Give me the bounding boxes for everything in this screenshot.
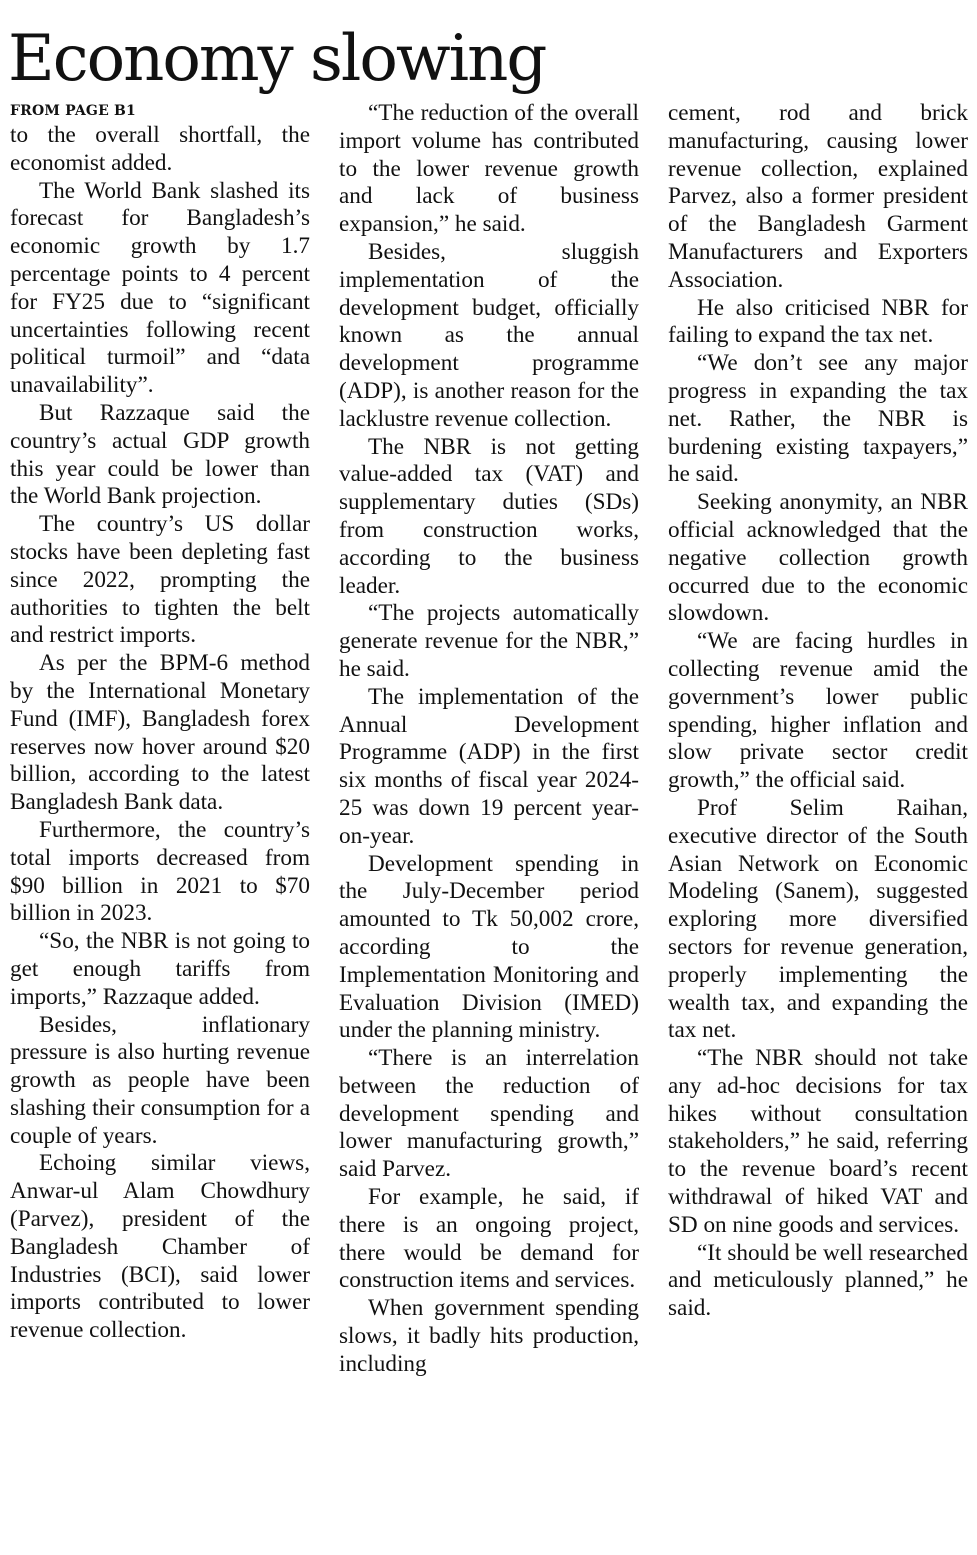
paragraph: “The NBR should not take any ad-hoc decisions for tax hikes without consultation stakeholders,” he said, referring to the revenue board’s recent withdrawal of hiked VAT and SD on nine goods and services. xyxy=(668,1045,968,1238)
paragraph: Echoing similar views, Anwar-ul Alam Chowdhury (Parvez), president of the Bangladesh Chamber of Industries (BCI), said lower imports contributed to lower revenue collection. xyxy=(10,1150,310,1344)
paragraph: The World Bank slashed its forecast for Bangladesh’s economic growth by 1.7 percentage points to 4 percent for FY25 due to “significant uncertainties following recent political turmoil” and “data unavailability”. xyxy=(10,177,310,399)
paragraph: When government spending slows, it badly hits production, including xyxy=(339,1295,639,1377)
paragraph: The implementation of the Annual Development Programme (ADP) in the first six months of fiscal year 2024-25 was down 19 percent year-on-year. xyxy=(339,683,639,849)
paragraph: “The projects automatically generate revenue for the NBR,” he said. xyxy=(339,600,639,682)
paragraph: “There is an interrelation between the reduction of development spending and lower manufacturing growth,” said Parvez. xyxy=(339,1045,639,1183)
continuation-kicker: FROM PAGE B1 xyxy=(10,103,136,119)
paragraph: “We are facing hurdles in collecting revenue amid the government’s lower public spending, higher inflation and slow private sector credit growth,” the official said. xyxy=(668,628,968,794)
paragraph: The country’s US dollar stocks have been depleting fast since 2022, prompting the authorities to tighten the belt and restrict imports. xyxy=(10,511,310,649)
paragraph: “We don’t see any major progress in expanding the tax net. Rather, the NBR is burdening existing taxpayers,” he said. xyxy=(668,350,968,488)
paragraph: cement, rod and brick manufacturing, causing lower revenue collection, explained Parvez, also a former president of the Bangladesh Garment Manufacturers and Exporters Association. xyxy=(668,100,968,293)
paragraph: Furthermore, the country’s total imports decreased from $90 billion in 2021 to $70 billion in 2023. xyxy=(10,816,310,927)
paragraph: “The reduction of the overall import volume has contributed to the lower revenue growth and lack of business expansion,” he said. xyxy=(339,100,639,238)
paragraph: Besides, inflationary pressure is also hurting revenue growth as people have been slashing their consumption for a couple of years. xyxy=(10,1011,310,1149)
article-headline: Economy slowing xyxy=(8,22,546,96)
article-column-1 xyxy=(10,100,310,1345)
paragraph: For example, he said, if there is an ongoing project, there would be demand for construction items and services. xyxy=(339,1184,639,1294)
paragraph: “It should be well researched and meticulously planned,” he said. xyxy=(668,1239,968,1322)
paragraph: Prof Selim Raihan, executive director of the South Asian Network on Economic Modeling (Sanem), suggested exploring more diversified sectors for revenue generation, properly implementing the wealth tax, and expanding the tax net. xyxy=(668,794,968,1044)
article-column-3 xyxy=(668,100,968,1323)
paragraph: As per the BPM-6 method by the International Monetary Fund (IMF), Bangladesh forex reserves now hover around $20 billion, according to the latest Bangladesh Bank data. xyxy=(10,650,310,816)
paragraph: to the overall shortfall, the economist added. xyxy=(10,122,310,176)
paragraph: Seeking anonymity, an NBR official acknowledged that the negative collection growth occurred due to the economic slowdown. xyxy=(668,489,968,627)
paragraph: “So, the NBR is not going to get enough tariffs from imports,” Razzaque added. xyxy=(10,928,310,1010)
paragraph: Besides, sluggish implementation of the development budget, officially known as the annual development programme (ADP), is another reason for the lacklustre revenue collection. xyxy=(339,238,639,432)
article-column-2 xyxy=(339,100,639,1379)
paragraph: He also criticised NBR for failing to expand the tax net. xyxy=(668,294,968,349)
paragraph: Development spending in the July-December period amounted to Tk 50,002 crore, according to the Implementation Monitoring and Evaluation Division (IMED) under the planning ministry. xyxy=(339,850,639,1044)
paragraph: But Razzaque said the country’s actual GDP growth this year could be lower than the World Bank projection. xyxy=(10,399,310,510)
paragraph: The NBR is not getting value-added tax (VAT) and supplementary duties (SDs) from construction works, according to the business leader. xyxy=(339,433,639,599)
